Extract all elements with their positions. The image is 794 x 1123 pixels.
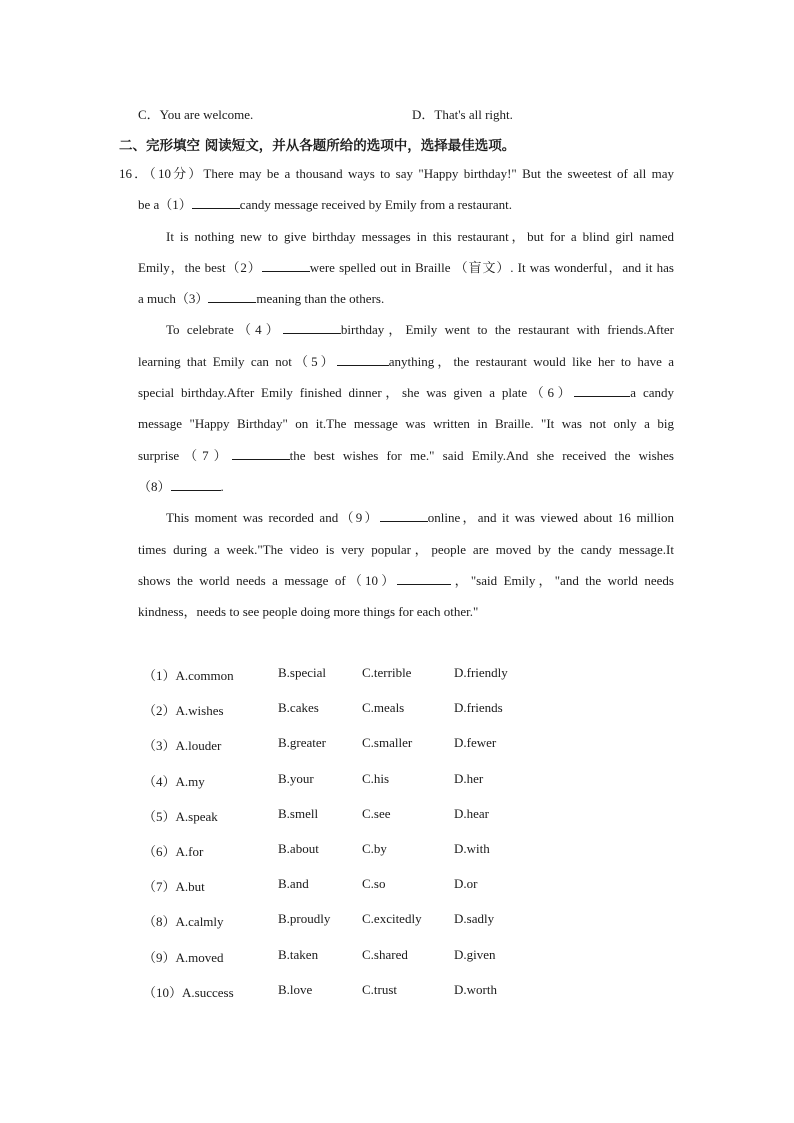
option-a bbox=[143, 982, 234, 1001]
passage-text: a candy bbox=[630, 385, 674, 401]
passage-text: anything，the restaurant would like her to have a bbox=[388, 353, 674, 369]
answer-blank bbox=[380, 508, 428, 522]
option-d: D.friendly bbox=[454, 665, 508, 680]
option-b: B.your bbox=[278, 770, 314, 786]
option-a-text: A.my bbox=[175, 773, 205, 789]
option-row bbox=[143, 841, 563, 876]
previous-question-options bbox=[138, 104, 678, 122]
passage-text: were spelled out in Braille （盲文）. It was wonderful，and it has bbox=[309, 259, 674, 275]
option-row bbox=[143, 806, 563, 841]
option-row bbox=[143, 665, 563, 700]
option-a bbox=[143, 771, 205, 790]
passage-line bbox=[138, 414, 674, 445]
answer-options-list bbox=[143, 665, 563, 1017]
passage-text: This moment was recorded and（9） bbox=[166, 510, 380, 526]
option-a-text: A.louder bbox=[175, 738, 222, 754]
option-d: D.hear bbox=[454, 805, 490, 821]
cloze-passage bbox=[119, 164, 674, 633]
option-a-text: A.moved bbox=[175, 949, 224, 965]
option-a bbox=[143, 841, 203, 860]
passage-text: times during a week."The video is very popular，people are moved by the candy message.It bbox=[138, 541, 674, 557]
option-a-text: A.wishes bbox=[175, 703, 224, 719]
answer-blank bbox=[192, 195, 240, 209]
option-c: C.excitedly bbox=[362, 911, 422, 927]
passage-text: a much（3） bbox=[138, 291, 209, 307]
option-a bbox=[143, 876, 205, 895]
answer-blank bbox=[208, 289, 256, 303]
passage-text: shows the world needs a message of（10） bbox=[138, 572, 398, 588]
option-a bbox=[143, 700, 224, 719]
option-a-text: A.speak bbox=[175, 808, 218, 824]
passage-text: There may be a thousand ways to say "Happy birthday!" But the sweetest of all may bbox=[203, 166, 674, 181]
passage-line bbox=[138, 571, 674, 602]
option-a-text: A.but bbox=[175, 879, 205, 895]
option-c: C.by bbox=[362, 840, 387, 856]
option-c: C.shared bbox=[362, 946, 408, 962]
option-d: D.sadly bbox=[454, 911, 495, 927]
option-b: B.cakes bbox=[278, 700, 319, 716]
option-number: （6） bbox=[143, 843, 176, 859]
section-heading: 二、完形填空 阅读短文，并从各题所给的选项中，选择最佳选项。 bbox=[119, 138, 516, 154]
option-row bbox=[143, 771, 563, 806]
option-c: C.meals bbox=[362, 700, 405, 716]
answer-blank bbox=[262, 258, 310, 272]
option-row bbox=[143, 982, 563, 1017]
passage-text: （8） bbox=[138, 478, 171, 494]
passage-line bbox=[138, 258, 674, 289]
option-b: B.love bbox=[278, 981, 313, 997]
option-c: C.trust bbox=[362, 981, 398, 997]
passage-line bbox=[138, 602, 674, 633]
passage-text: learning that Emily can not（5） bbox=[138, 353, 337, 369]
option-c: C.his bbox=[362, 770, 390, 786]
passage-line bbox=[138, 383, 674, 414]
option-a bbox=[143, 911, 224, 930]
option-row bbox=[143, 911, 563, 946]
passage-text: kindness，needs to see people doing more things for each other." bbox=[138, 604, 479, 620]
option-d: D.friends bbox=[454, 700, 503, 716]
option-b: B.greater bbox=[278, 735, 327, 751]
question-score: （10分） bbox=[149, 166, 204, 181]
passage-line bbox=[138, 227, 674, 258]
option-a bbox=[143, 735, 221, 754]
passage-text: . bbox=[220, 478, 224, 494]
option-a-text: A.calmly bbox=[175, 914, 224, 930]
option-c: C.see bbox=[362, 805, 391, 821]
option-a-text: A.success bbox=[182, 984, 234, 1000]
option-number: （1） bbox=[143, 668, 176, 683]
passage-line bbox=[138, 320, 674, 351]
option-c: C.so bbox=[362, 876, 386, 892]
answer-blank bbox=[397, 571, 451, 585]
option-b: B.and bbox=[278, 876, 309, 892]
option-d: D.worth bbox=[454, 981, 497, 997]
passage-line bbox=[138, 477, 674, 508]
answer-blank bbox=[171, 477, 221, 491]
passage-text: Emily，the best（2） bbox=[138, 259, 262, 275]
answer-blank bbox=[574, 383, 630, 397]
passage-text: meaning than the others. bbox=[256, 291, 385, 307]
option-d: D.given bbox=[454, 946, 496, 962]
passage-text: ，"said Emily，"and the world needs bbox=[451, 572, 674, 588]
option-a bbox=[143, 665, 234, 684]
passage-text: birthday，Emily went to the restaurant with friends.After bbox=[340, 322, 674, 338]
passage-line bbox=[138, 289, 674, 320]
option-a bbox=[143, 806, 218, 825]
option-number: （8） bbox=[143, 914, 176, 930]
passage-line bbox=[138, 352, 674, 383]
option-a-text: A.common bbox=[175, 668, 234, 683]
option-b: B.about bbox=[278, 840, 319, 856]
option-d: D.or bbox=[454, 876, 478, 892]
answer-blank bbox=[232, 446, 290, 460]
passage-line bbox=[138, 508, 674, 539]
option-a bbox=[143, 947, 224, 966]
option-row bbox=[143, 735, 563, 770]
option-number: （2） bbox=[143, 703, 176, 719]
option-a-text: A.for bbox=[175, 843, 204, 859]
passage-text: candy message received by Emily from a restaurant. bbox=[239, 197, 512, 213]
option-number: （4） bbox=[143, 773, 176, 789]
option-d: D.with bbox=[454, 840, 490, 856]
passage-line bbox=[138, 446, 674, 477]
answer-blank bbox=[283, 320, 341, 334]
option-c: C.smaller bbox=[362, 735, 413, 751]
option-d: D.fewer bbox=[454, 735, 497, 751]
passage-text: online，and it was viewed about 16 million bbox=[427, 510, 674, 526]
option-number: （10） bbox=[143, 984, 183, 1000]
passage-text: special birthday.After Emily finished dinner，she was given a plate（6） bbox=[138, 385, 575, 401]
option-d: D．That's all right. bbox=[412, 107, 513, 122]
option-number: （3） bbox=[143, 738, 176, 754]
option-b: B.proudly bbox=[278, 911, 331, 927]
passage-line bbox=[119, 164, 674, 195]
question-number: 16． bbox=[119, 166, 150, 181]
option-b: B.special bbox=[278, 665, 327, 680]
answer-blank bbox=[337, 352, 389, 366]
option-row bbox=[143, 876, 563, 911]
passage-line bbox=[138, 195, 674, 226]
option-d: D.her bbox=[454, 770, 484, 786]
passage-text: the best wishes for me." said Emily.And she received the wishes bbox=[289, 447, 674, 463]
option-number: （7） bbox=[143, 879, 176, 895]
option-b: B.smell bbox=[278, 805, 319, 821]
passage-line bbox=[138, 540, 674, 571]
option-c: C．You are welcome. bbox=[138, 107, 254, 122]
passage-text: To celebrate（4） bbox=[166, 322, 283, 338]
option-number: （5） bbox=[143, 808, 176, 824]
passage-text: be a（1） bbox=[138, 197, 192, 213]
passage-text: message "Happy Birthday" on it.The message was written in Braille. "It was not only a big bbox=[138, 416, 674, 432]
passage-text: surprise（7） bbox=[138, 447, 232, 463]
option-row bbox=[143, 947, 563, 982]
option-b: B.taken bbox=[278, 946, 319, 962]
passage-text: It is nothing new to give birthday messages in this restaurant，but for a blind girl named bbox=[166, 228, 674, 244]
option-number: （9） bbox=[143, 949, 176, 965]
option-c: C.terrible bbox=[362, 665, 412, 680]
option-row bbox=[143, 700, 563, 735]
